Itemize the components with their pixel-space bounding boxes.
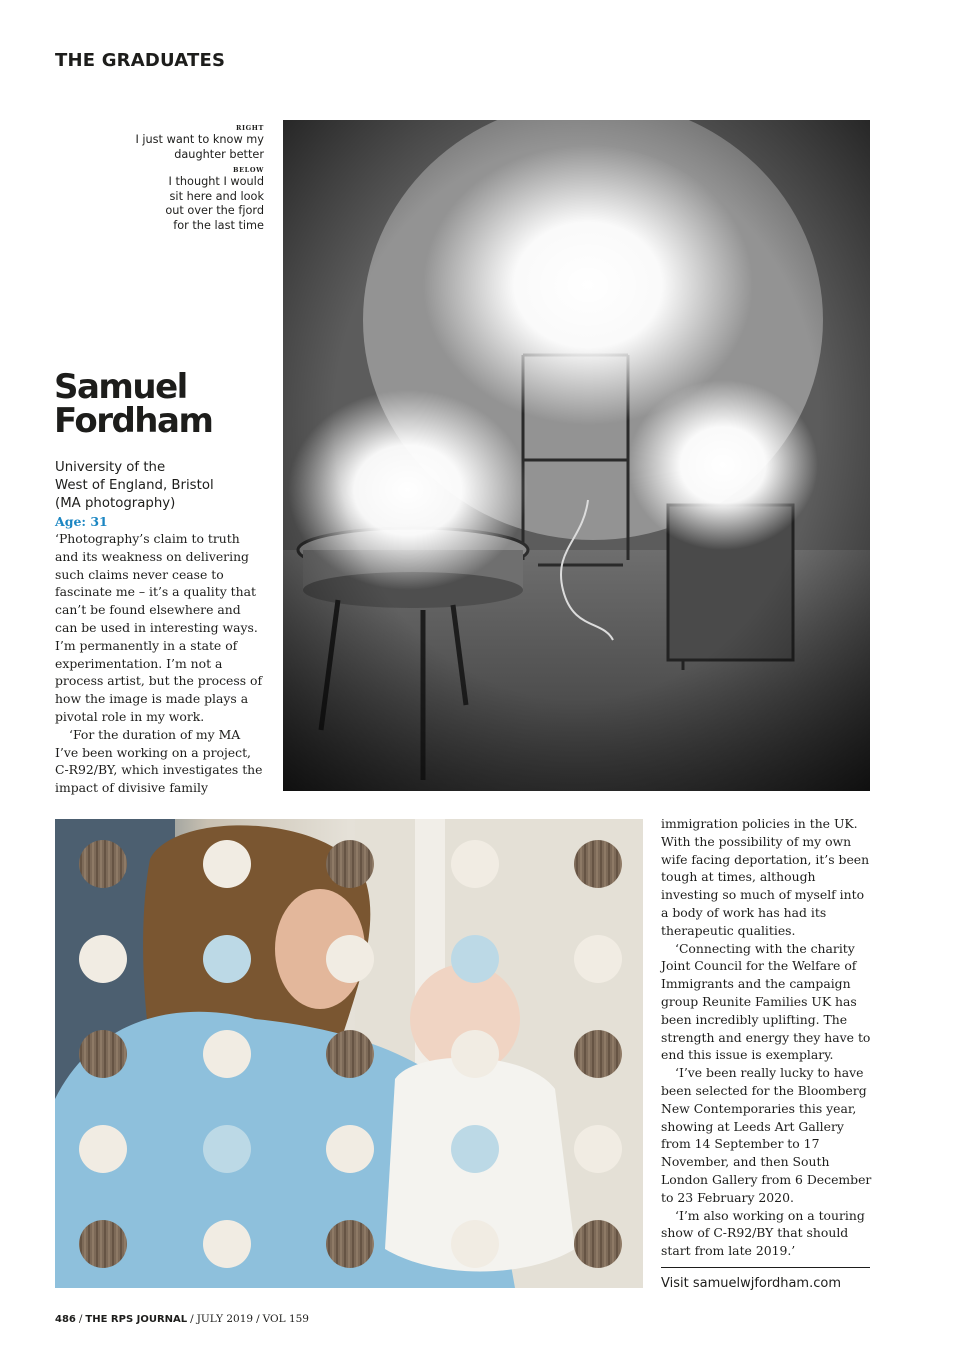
paragraph: ‘I’ve been really lucky to have been selected for the Bloomberg New Contemporaries this year, showing at Leeds Art Gallery from 14 September to 17 November, and then South London Gallery from 6 December to 23 February 2020. [661, 1065, 872, 1205]
footer-separator: / [256, 1313, 260, 1325]
paragraph: ‘Connecting with the charity Joint Council for the Welfare of Immigrants and the campaign group Reunite Families UK has been incredibly uplifting. The strength and energy they have to end this issue is exemplary. [661, 940, 871, 1063]
website-link[interactable]: Visit samuelwjfordham.com [661, 1276, 841, 1291]
footer-separator: / [78, 1313, 83, 1325]
age-label: Age: 31 [55, 514, 108, 529]
footer-separator: / [190, 1313, 194, 1325]
section-title: THE GRADUATES [55, 50, 226, 71]
caption-label-below: BELOW [233, 166, 264, 175]
caption-label-right: RIGHT [236, 124, 264, 132]
volume-number: VOL 159 [262, 1313, 309, 1325]
university-info: University of the West of England, Bristol (MA photography) [55, 460, 214, 511]
issue-date: JULY 2019 [196, 1313, 254, 1325]
page-footer [55, 1312, 309, 1327]
paragraph: immigration policies in the UK. With the possibility of my own wife facing deportation, it’s been tough at times, although investing so much of myself into a body of work has had its therapeutic qualities. [661, 816, 870, 938]
photo-captions [120, 122, 264, 238]
photo-mother-baby-illustration [55, 819, 643, 1288]
photo-lightboxes-room [283, 120, 870, 791]
divider-rule [661, 1267, 870, 1268]
caption-text-right: I just want to know my daughter better [135, 133, 264, 161]
page-number: 486 [55, 1314, 76, 1325]
article-column-left [55, 530, 265, 797]
article-column-right [661, 815, 875, 1260]
photo-lightboxes-illustration [283, 120, 870, 791]
publication-name: THE RPS JOURNAL [85, 1314, 188, 1325]
photo-mother-and-baby [55, 819, 643, 1288]
photographer-name: Samuel Fordham [54, 367, 213, 441]
paragraph: ‘I’m also working on a touring show of C-R92/BY that should start from late 2019.’ [661, 1207, 865, 1259]
paragraph: ‘Photography’s claim to truth and its weakness on delivering such claims never cease to fascinate me – it’s a quality that can’t be found elsewhere and can be used in interesting ways. I’m permanently in a state of experimentation. I’m not a process artist, but the process of how the image is made plays a pivotal role in my work. [55, 531, 263, 724]
caption-text-below: I thought I would sit here and look out over the fjord for the last time [165, 175, 264, 232]
paragraph: ‘For the duration of my MA I’ve been working on a project, C-R92/BY, which investigates the impact of divisive family [55, 726, 263, 796]
